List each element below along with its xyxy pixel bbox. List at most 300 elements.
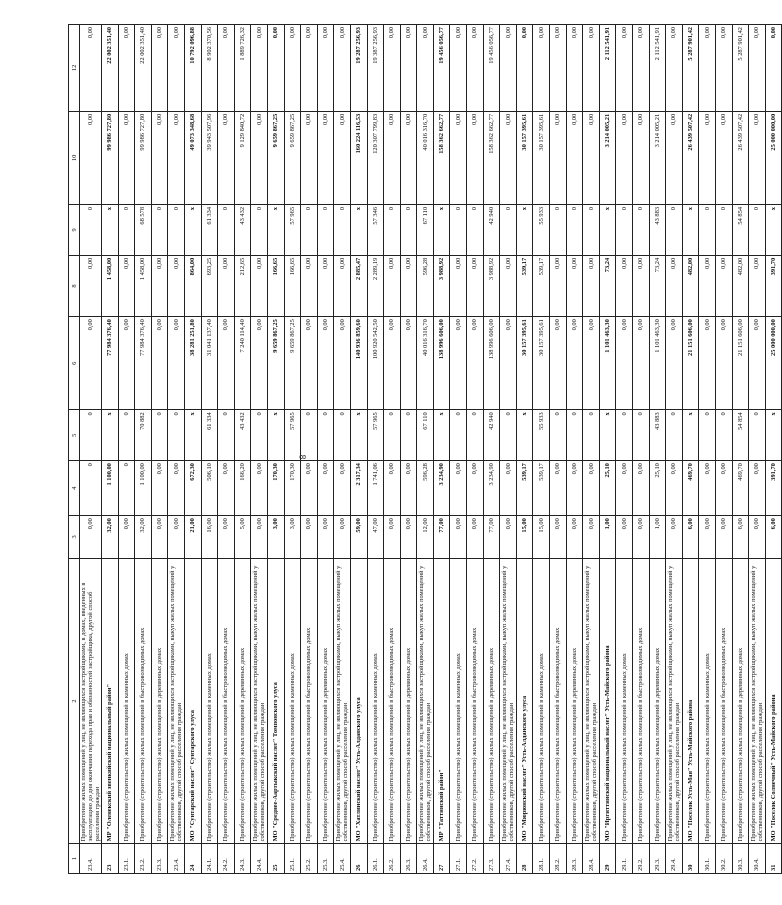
value-cell: 6,00 xyxy=(732,516,749,558)
value-cell: 54 854 xyxy=(732,204,749,255)
row-name-cell: Приобретение (строительство) жилых помещений в деревянных домах xyxy=(483,558,500,844)
value-cell: 30 157 395,61 xyxy=(516,317,533,410)
value-cell: 55 933 xyxy=(533,204,550,255)
value-cell: 158 362 662,77 xyxy=(433,111,450,204)
value-cell: 25,10 xyxy=(649,461,666,516)
value-cell: 0,00 xyxy=(400,516,417,558)
value-cell: 0,00 xyxy=(699,255,716,316)
value-cell: 0,00 xyxy=(467,317,484,410)
value-cell: 0,00 xyxy=(80,516,102,558)
value-cell: 0 xyxy=(80,204,102,255)
value-cell: 0,00 xyxy=(566,516,583,558)
value-cell: 0,00 xyxy=(550,317,567,410)
table-row xyxy=(80,25,102,874)
housing-resettlement-table xyxy=(68,24,782,874)
row-name-cell: Приобретение жилых помещений у лиц, не являющихся застройщиками, выкуп жилых помещений у собственников, другой способ расселения граждан xyxy=(251,558,268,844)
header-cell: 9 xyxy=(69,204,80,255)
value-cell: 0,00 xyxy=(168,255,185,316)
row-number-cell: 29 xyxy=(599,844,616,874)
value-cell: 0,00 xyxy=(251,461,268,516)
table-row xyxy=(267,25,284,874)
value-cell: 42 940 xyxy=(483,204,500,255)
value-cell: 0,00 xyxy=(301,317,318,410)
value-cell: 158 362 662,77 xyxy=(483,111,500,204)
value-cell: 0,00 xyxy=(118,255,135,316)
table-row xyxy=(649,25,666,874)
value-cell: 0,00 xyxy=(218,516,235,558)
value-cell: 57 346 xyxy=(367,204,384,255)
value-cell: 0 xyxy=(80,410,102,461)
value-cell: 49 073 348,68 xyxy=(184,111,201,204)
value-cell: 0,00 xyxy=(168,516,185,558)
value-cell: 43 883 xyxy=(649,410,666,461)
value-cell: 0,00 xyxy=(301,255,318,316)
table-row xyxy=(666,25,683,874)
row-name-cell: Приобретение жилых помещений у лиц, не являющихся застройщиками, выкуп жилых помещений у собственников, другой способ расселения граждан xyxy=(583,558,600,844)
row-name-cell: МО "Мюрюнский наслег" Усть-Алданского улуса xyxy=(516,558,533,844)
value-cell: 0 xyxy=(566,410,583,461)
value-cell: 1 101 463,30 xyxy=(599,317,616,410)
value-cell: x xyxy=(516,410,533,461)
value-cell: 0 xyxy=(616,410,633,461)
value-cell: 2 112 541,91 xyxy=(599,25,616,112)
value-cell: 0,00 xyxy=(583,317,600,410)
row-name-cell: МР "Оленекский эвенкийский национальный район" xyxy=(102,558,119,844)
value-cell: 160 224 116,53 xyxy=(350,111,367,204)
value-cell: 469,70 xyxy=(732,461,749,516)
table-row xyxy=(467,25,484,874)
table-row xyxy=(533,25,550,874)
value-cell: 0,00 xyxy=(583,516,600,558)
value-cell: 0,00 xyxy=(616,111,633,204)
value-cell: 9 659 867,25 xyxy=(284,317,301,410)
row-name-cell: МО "Поселок Усть-Мая" Усть-Майского района xyxy=(682,558,699,844)
value-cell: 0,00 xyxy=(500,25,517,112)
value-cell: 61 334 xyxy=(201,204,218,255)
value-cell: 25,10 xyxy=(599,461,616,516)
row-name-cell: Приобретение (строительство) жилых помещений в деревянных домах xyxy=(234,558,251,844)
value-cell: 22 002 351,40 xyxy=(135,25,152,112)
value-cell: 1 458,00 xyxy=(135,255,152,316)
value-cell: 0,00 xyxy=(633,111,650,204)
value-cell: 0,00 xyxy=(317,317,334,410)
value-cell: 0,00 xyxy=(450,25,467,112)
header-cell: 3 xyxy=(69,516,80,558)
value-cell: 0 xyxy=(500,410,517,461)
value-cell: 0 xyxy=(168,204,185,255)
row-name-cell: Приобретение (строительство) жилых помещений в каменных домах xyxy=(201,558,218,844)
row-name-cell: Приобретение (строительство) жилых помещений в деревянных домах xyxy=(732,558,749,844)
value-cell: 0,00 xyxy=(384,111,401,204)
value-cell: 2 885,47 xyxy=(350,255,367,316)
value-cell: 0,00 xyxy=(715,461,732,516)
value-cell: 0,00 xyxy=(500,461,517,516)
value-cell: 0 xyxy=(384,410,401,461)
value-cell: 0,00 xyxy=(500,111,517,204)
value-cell: 0,00 xyxy=(301,111,318,204)
row-number-cell: 28 xyxy=(516,844,533,874)
row-name-cell: Приобретение (строительство) жилых помещений в каменных домах xyxy=(284,558,301,844)
row-number-cell: 23.4. xyxy=(80,844,102,874)
value-cell: 0,00 xyxy=(384,25,401,112)
value-cell: 1 889 726,32 xyxy=(234,25,251,112)
row-name-cell: МО "Иргиттинский национальный наслег" Усть-Майского района xyxy=(599,558,616,844)
value-cell: 0,00 xyxy=(450,317,467,410)
value-cell: 0,00 xyxy=(218,25,235,112)
value-cell: 0,00 xyxy=(151,317,168,410)
value-cell: 1 741,06 xyxy=(367,461,384,516)
value-cell: 0,00 xyxy=(467,516,484,558)
value-cell: 67 110 xyxy=(417,204,434,255)
value-cell: 0,00 xyxy=(450,111,467,204)
value-cell: 0,00 xyxy=(566,111,583,204)
table-row xyxy=(699,25,716,874)
value-cell: 0,00 xyxy=(699,111,716,204)
value-cell: 0,00 xyxy=(334,111,351,204)
value-cell: 77 984 376,40 xyxy=(102,317,119,410)
value-cell: 0 xyxy=(151,204,168,255)
value-cell: 0 xyxy=(334,410,351,461)
value-cell: 30 157 395,61 xyxy=(516,111,533,204)
value-cell: x xyxy=(765,410,782,461)
row-number-cell: 24.1. xyxy=(201,844,218,874)
table-row xyxy=(633,25,650,874)
value-cell: 57 965 xyxy=(284,410,301,461)
table-row xyxy=(234,25,251,874)
value-cell: 10 792 096,88 xyxy=(184,25,201,112)
value-cell: 0,00 xyxy=(450,461,467,516)
value-cell: 43 432 xyxy=(234,410,251,461)
table-row xyxy=(550,25,567,874)
row-name-cell: Приобретение (строительство) жилых помещений в быстровозводимых домах xyxy=(218,558,235,844)
value-cell: 54 854 xyxy=(732,410,749,461)
value-cell: 0 xyxy=(450,410,467,461)
value-cell: 0,00 xyxy=(749,317,766,410)
value-cell: 22 002 351,40 xyxy=(102,25,119,112)
row-name-cell: Приобретение (строительство) жилых помещений в каменных домах xyxy=(450,558,467,844)
row-name-cell: Приобретение (строительство) жилых помещений в каменных домах xyxy=(533,558,550,844)
value-cell: 12,00 xyxy=(417,516,434,558)
value-cell: 0,00 xyxy=(251,516,268,558)
value-cell: 67 110 xyxy=(417,410,434,461)
value-cell: 26 439 507,42 xyxy=(682,111,699,204)
row-name-cell: МО "Среднее-Аартыкский наслег" Томпонского улуса xyxy=(267,558,284,844)
row-name-cell: Приобретение (строительство) жилых помещений в быстровозводимых домах xyxy=(715,558,732,844)
value-cell: 0 xyxy=(301,410,318,461)
value-cell: 0 xyxy=(500,204,517,255)
value-cell: 0,00 xyxy=(566,461,583,516)
value-cell: 0,00 xyxy=(699,317,716,410)
value-cell: 21,00 xyxy=(184,516,201,558)
value-cell: 6,00 xyxy=(765,516,782,558)
value-cell: 0,00 xyxy=(151,255,168,316)
value-cell: 0 xyxy=(301,204,318,255)
row-name-cell: МО "Хатлинский наслег" Усть-Алданского улуса xyxy=(350,558,367,844)
table-row xyxy=(168,25,185,874)
table-row xyxy=(102,25,119,874)
value-cell: 0,00 xyxy=(550,111,567,204)
value-cell: 47,00 xyxy=(367,516,384,558)
value-cell: 391,70 xyxy=(765,255,782,316)
value-cell: 30 157 395,61 xyxy=(533,317,550,410)
value-cell: 0,00 xyxy=(251,111,268,204)
value-cell: 0 xyxy=(566,204,583,255)
row-name-cell: Приобретение жилых помещений у лиц, не являющихся застройщиками, выкуп жилых помещений у собственников, другой способ расселения граждан xyxy=(500,558,517,844)
value-cell: 0 xyxy=(400,410,417,461)
value-cell: 0,00 xyxy=(384,255,401,316)
value-cell: x xyxy=(184,410,201,461)
value-cell: 61 334 xyxy=(201,410,218,461)
table-row xyxy=(151,25,168,874)
value-cell: 0,00 xyxy=(467,461,484,516)
value-cell: 0,00 xyxy=(666,461,683,516)
value-cell: 0,00 xyxy=(218,255,235,316)
value-cell: 70 882 xyxy=(135,410,152,461)
value-cell: 0,00 xyxy=(317,461,334,516)
value-cell: 26 439 507,42 xyxy=(732,111,749,204)
value-cell: 138 996 606,00 xyxy=(483,317,500,410)
row-name-cell: Приобретение (строительство) жилых помещений в быстровозводимых домах xyxy=(633,558,650,844)
table-row xyxy=(483,25,500,874)
value-cell: 0,00 xyxy=(583,461,600,516)
value-cell: 0,00 xyxy=(334,461,351,516)
row-name-cell: Приобретение (строительство) жилых помещений в быстровозводимых домах xyxy=(467,558,484,844)
value-cell: 0,00 xyxy=(633,255,650,316)
value-cell: 3 988,92 xyxy=(433,255,450,316)
value-cell: 0,00 xyxy=(80,111,102,204)
value-cell: 21 151 606,00 xyxy=(732,317,749,410)
value-cell: 57 965 xyxy=(367,410,384,461)
value-cell: 9 129 840,72 xyxy=(234,111,251,204)
value-cell: 138 996 606,00 xyxy=(433,317,450,410)
row-number-cell: 28.1. xyxy=(533,844,550,874)
value-cell: 0,00 xyxy=(334,25,351,112)
value-cell: 0,00 xyxy=(467,25,484,112)
row-number-cell: 28.2. xyxy=(550,844,567,874)
row-number-cell: 23.3. xyxy=(151,844,168,874)
row-number-cell: 30.4. xyxy=(749,844,766,874)
value-cell: 0,00 xyxy=(616,516,633,558)
value-cell: 0 xyxy=(699,204,716,255)
value-cell: 0 xyxy=(749,410,766,461)
value-cell: x xyxy=(433,204,450,255)
value-cell: 0,00 xyxy=(301,25,318,112)
value-cell: 0 xyxy=(384,204,401,255)
value-cell: 0,00 xyxy=(384,461,401,516)
table-row xyxy=(732,25,749,874)
value-cell: 0 xyxy=(118,204,135,255)
value-cell: 0,00 xyxy=(251,25,268,112)
row-number-cell: 27.3. xyxy=(483,844,500,874)
value-cell: 0,00 xyxy=(400,25,417,112)
value-cell: 0,00 xyxy=(168,25,185,112)
value-cell: 140 936 859,60 xyxy=(350,317,367,410)
value-cell: 0,00 xyxy=(616,317,633,410)
row-number-cell: 30.2. xyxy=(715,844,732,874)
value-cell: 2 112 541,91 xyxy=(649,25,666,112)
row-number-cell: 25.1. xyxy=(284,844,301,874)
table-row xyxy=(749,25,766,874)
value-cell: 0 xyxy=(151,410,168,461)
row-number-cell: 26 xyxy=(350,844,367,874)
row-number-cell: 26.2. xyxy=(384,844,401,874)
value-cell: 0,00 xyxy=(151,461,168,516)
value-cell: x xyxy=(350,410,367,461)
value-cell: 43 883 xyxy=(649,204,666,255)
value-cell: 0,00 xyxy=(80,25,102,112)
rotated-table-container xyxy=(68,24,778,874)
value-cell: 0,00 xyxy=(218,317,235,410)
value-cell: 0,00 xyxy=(267,25,284,112)
value-cell: 9 659 867,25 xyxy=(267,111,284,204)
row-name-cell: Приобретение (строительство) жилых помещений в быстровозводимых домах xyxy=(384,558,401,844)
value-cell: 0,00 xyxy=(384,317,401,410)
value-cell: 0 xyxy=(633,204,650,255)
value-cell: 38 281 251,80 xyxy=(184,317,201,410)
row-number-cell: 26.3. xyxy=(400,844,417,874)
value-cell: 1 100,00 xyxy=(135,461,152,516)
table-row xyxy=(715,25,732,874)
header-cell: 5 xyxy=(69,410,80,461)
value-cell: 0 xyxy=(218,204,235,255)
value-cell: x xyxy=(350,204,367,255)
row-number-cell: 27 xyxy=(433,844,450,874)
value-cell: 0,00 xyxy=(583,111,600,204)
value-cell: 0,00 xyxy=(699,461,716,516)
row-name-cell: Приобретение (строительство) жилых помещений в быстровозводимых домах xyxy=(550,558,567,844)
table-row xyxy=(284,25,301,874)
value-cell: x xyxy=(599,410,616,461)
value-cell: 0 xyxy=(467,410,484,461)
value-cell: 0,00 xyxy=(118,25,135,112)
table-row xyxy=(218,25,235,874)
row-name-cell: Приобретение (строительство) жилых помещений в деревянных домах xyxy=(317,558,334,844)
row-number-cell: 24.2. xyxy=(218,844,235,874)
value-cell: 0,00 xyxy=(749,255,766,316)
value-cell: 0 xyxy=(251,204,268,255)
value-cell: 1 100,00 xyxy=(102,461,119,516)
value-cell: 539,17 xyxy=(533,255,550,316)
row-number-cell: 29.4. xyxy=(666,844,683,874)
value-cell: 166,65 xyxy=(284,255,301,316)
value-cell: 59,00 xyxy=(350,516,367,558)
value-cell: 0,00 xyxy=(118,111,135,204)
value-cell: 0 xyxy=(715,204,732,255)
page-number: 8 xyxy=(297,454,308,460)
table-row xyxy=(433,25,450,874)
value-cell: 0,00 xyxy=(666,317,683,410)
value-cell: 0,00 xyxy=(550,461,567,516)
value-cell: 32,00 xyxy=(102,516,119,558)
value-cell: 0 xyxy=(699,410,716,461)
table-row xyxy=(516,25,533,874)
value-cell: x xyxy=(682,204,699,255)
value-cell: 0 xyxy=(218,410,235,461)
value-cell: 77,00 xyxy=(433,516,450,558)
value-cell: 42 940 xyxy=(483,410,500,461)
value-cell: 0,00 xyxy=(334,317,351,410)
value-cell: 0,00 xyxy=(168,461,185,516)
value-cell: 0 xyxy=(616,204,633,255)
row-number-cell: 25 xyxy=(267,844,284,874)
value-cell: 0,00 xyxy=(118,516,135,558)
value-cell: x xyxy=(267,204,284,255)
value-cell: 482,00 xyxy=(732,255,749,316)
row-number-cell: 25.2. xyxy=(301,844,318,874)
row-number-cell: 27.2. xyxy=(467,844,484,874)
value-cell: 30 157 395,61 xyxy=(533,111,550,204)
value-cell: 0,00 xyxy=(334,255,351,316)
value-cell: 1,00 xyxy=(599,516,616,558)
value-cell: 0 xyxy=(583,204,600,255)
value-cell: 0,00 xyxy=(317,111,334,204)
value-cell: 43 432 xyxy=(234,204,251,255)
value-cell: 6,00 xyxy=(682,516,699,558)
row-number-cell: 28.3. xyxy=(566,844,583,874)
value-cell: 3,00 xyxy=(267,516,284,558)
row-name-cell: Приобретение жилых помещений у лиц, не являющихся застройщиками, выкуп жилых помещений у собственников, другой способ расселения граждан xyxy=(334,558,351,844)
value-cell: 99 986 727,80 xyxy=(102,111,119,204)
value-cell: 39 943 507,96 xyxy=(201,111,218,204)
row-number-cell: 26.4. xyxy=(417,844,434,874)
value-cell: 19 456 056,77 xyxy=(483,25,500,112)
value-cell: 77 984 376,40 xyxy=(135,317,152,410)
value-cell: 596,28 xyxy=(417,255,434,316)
value-cell: 8 902 370,56 xyxy=(201,25,218,112)
value-cell: 0,00 xyxy=(218,461,235,516)
value-cell: 0,00 xyxy=(151,111,168,204)
row-name-cell: МР "Таттинский район" xyxy=(433,558,450,844)
value-cell: x xyxy=(184,204,201,255)
value-cell: 0 xyxy=(317,410,334,461)
value-cell: 0,00 xyxy=(400,255,417,316)
row-name-cell: Приобретение жилых помещений у лиц, не являющихся застройщиками, выкуп жилых помещений у собственников, другой способ расселения граждан xyxy=(749,558,766,844)
value-cell: 0,00 xyxy=(516,25,533,112)
row-name-cell: Приобретение жилых помещений у лиц, не являющихся застройщиками, выкуп жилых помещений у собственников, другой способ расселения граждан xyxy=(417,558,434,844)
value-cell: 3 988,92 xyxy=(483,255,500,316)
value-cell: 31 041 137,40 xyxy=(201,317,218,410)
value-cell: 0,00 xyxy=(334,516,351,558)
value-cell: 40 016 316,70 xyxy=(417,111,434,204)
row-number-cell: 29.2. xyxy=(633,844,650,874)
value-cell: 7 240 114,40 xyxy=(234,317,251,410)
value-cell: 19 456 056,77 xyxy=(433,25,450,112)
value-cell: 120 307 799,83 xyxy=(367,111,384,204)
value-cell: x xyxy=(765,204,782,255)
row-number-cell: 29.3. xyxy=(649,844,666,874)
value-cell: x xyxy=(102,204,119,255)
value-cell: 25 000 000,00 xyxy=(765,317,782,410)
table-row xyxy=(599,25,616,874)
value-cell: 77,00 xyxy=(483,516,500,558)
header-cell: 4 xyxy=(69,461,80,516)
value-cell: 3 214 005,21 xyxy=(599,111,616,204)
table-row xyxy=(500,25,517,874)
value-cell: 0,00 xyxy=(384,516,401,558)
value-cell: 0 xyxy=(666,410,683,461)
value-cell: 100 920 542,50 xyxy=(367,317,384,410)
value-cell: 506,10 xyxy=(201,461,218,516)
value-cell: 25 000 000,00 xyxy=(765,111,782,204)
table-row xyxy=(417,25,434,874)
value-cell: 0,00 xyxy=(715,25,732,112)
value-cell: 0,00 xyxy=(749,516,766,558)
row-number-cell: 24 xyxy=(184,844,201,874)
value-cell: 0 xyxy=(583,410,600,461)
row-number-cell: 24.3. xyxy=(234,844,251,874)
table-row xyxy=(566,25,583,874)
value-cell: 0,00 xyxy=(616,461,633,516)
